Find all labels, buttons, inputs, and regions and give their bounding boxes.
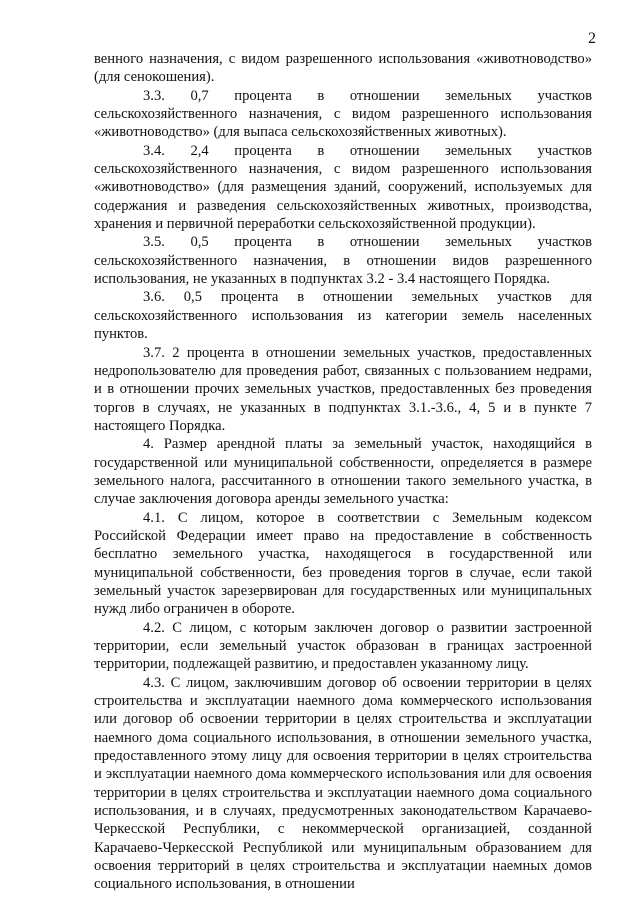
paragraph-continuation: венного назначения, с видом разрешенного использования «животноводство» (для сенокошения). — [94, 51, 592, 86]
document-body — [94, 50, 592, 894]
paragraph-3-5: 3.5. 0,5 процента в отношении земельных участков сельскохозяйственного назначения, в отношении видов разрешенного использования, не указанных в подпунктах 3.2 - 3.4 настоящего Порядка. — [94, 234, 592, 288]
paragraph-4: 4. Размер арендной платы за земельный участок, находящийся в государственной или муниципальной собственности, определяется в размере земельного налога, рассчитанного в отношении такого земельного участка, в случае заключения договора аренды земельного участка: — [94, 436, 592, 508]
page-number: 2 — [588, 30, 596, 47]
paragraph-3-4: 3.4. 2,4 процента в отношении земельных участков сельскохозяйственного назначения, с видом разрешенного использования «животноводство» (для размещения зданий, сооружений, используемых для содержания и разведения сельскохозяйственных животных, производства, хранения и первичной переработки сельскохозяйственной продукции). — [94, 142, 592, 233]
paragraph-3-6: 3.6. 0,5 процента в отношении земельных участков для сельскохозяйственного использования из категории земель населенных пунктов. — [94, 289, 592, 343]
paragraph-4-2: 4.2. С лицом, с которым заключен договор о развитии застроенной территории, если земельный участок образован в границах застроенной территории, подлежащей развитию, и предоставлен указанному лицу. — [94, 619, 592, 673]
paragraph-4-1: 4.1. С лицом, которое в соответствии с Земельным кодексом Российской Федерации имеет право на предоставление в собственность бесплатно земельного участка, находящегося в государственной или муниципальной собственности, без проведения торгов в случае, если такой земельный участок зарезервирован для государственных или муниципальных нужд либо ограничен в обороте. — [94, 509, 592, 618]
paragraph-3-7: 3.7. 2 процента в отношении земельных участков, предоставленных недропользователю для проведения работ, связанных с пользованием недрами, и в отношении прочих земельных участков, предоставленных без проведения торгов в случаях, не указанных в подпунктах 3.1.-3.6., 4, 5 и в пункте 7 настоящего Порядка. — [94, 344, 592, 434]
paragraph-4-3: 4.3. С лицом, заключившим договор об освоении территории в целях строительства и эксплуатации наемного дома коммерческого использования или договор об освоении территории в целях строительства и эксплуатации наемного дома социального использования, в отношении земельного участка, предоставленного этому лицу для освоения территории в целях строительства и эксплуатации наемного дома коммерческого использования или для освоения территории в целях строительства и эксплуатации наемного дома социального использования, и в случаях, предусмотренных законодательством Карачаево-Черкесской Республики, с некоммерческой организацией, созданной Карачаево-Черкесской Республикой или муниципальным образованием для освоения территорий в целях строительства и эксплуатации наемных домов социального использования, в отношении — [94, 674, 592, 893]
paragraph-3-3: 3.3. 0,7 процента в отношении земельных участков сельскохозяйственного назначения, с видом разрешенного использования «животноводство» (для выпаса сельскохозяйственных животных). — [94, 87, 592, 141]
